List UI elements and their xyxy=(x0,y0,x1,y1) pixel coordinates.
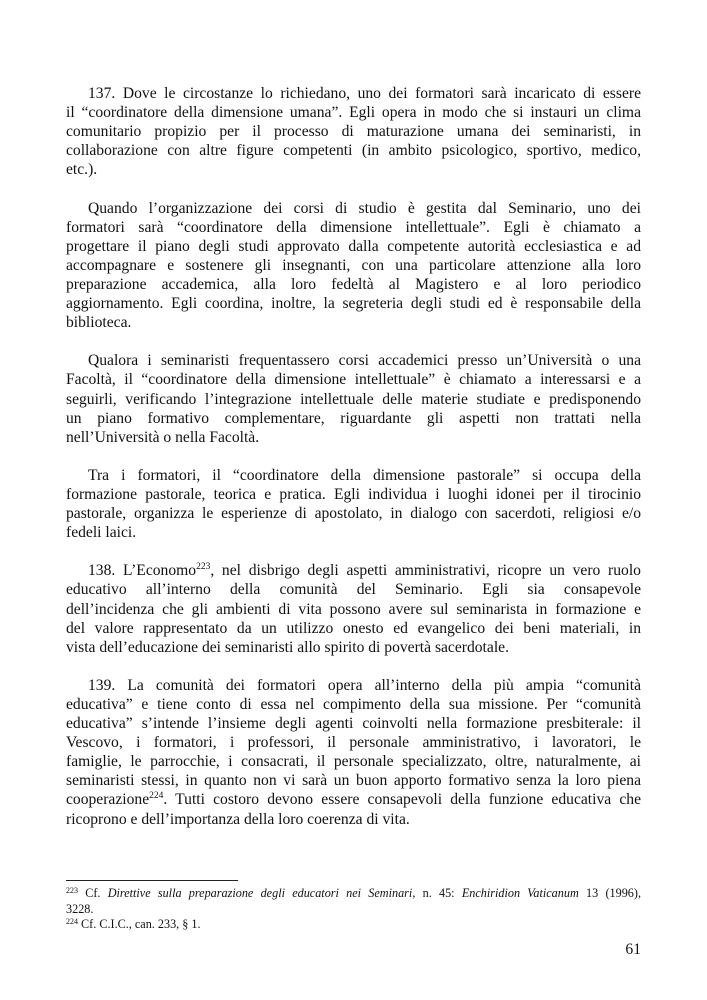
paragraph-138 xyxy=(66,561,641,656)
footnote-reference-224[interactable]: 224 xyxy=(149,791,164,802)
footnote-223 xyxy=(66,886,641,917)
footnote-line xyxy=(66,886,641,902)
paragraph-intellectual-coordinator xyxy=(66,199,641,333)
text-line: progettare il piano degli studi approvato dalla competente autorità ecclesiastica e ad xyxy=(66,237,641,255)
text-line: pastorale, organizza le esperienze di apostolato, in dialogo con sacerdoti, religiosi e/o xyxy=(66,505,641,523)
footnote-title: Enchiridion Vaticanum xyxy=(461,886,579,900)
text-line: un piano formativo complementare, riguardante gli aspetti non trattati nella xyxy=(66,409,641,427)
footnote-text: Cf. C.I.C., can. 233, § 1. xyxy=(78,917,201,931)
body-text xyxy=(66,84,641,829)
text-line: etc.). xyxy=(66,161,98,179)
paragraph-pastoral-coordinator xyxy=(66,466,641,542)
text-line: formazione pastorale, teorica e pratica. Egli individua i luoghi idonei per il tirocinio xyxy=(66,485,641,503)
text-line: famiglie, le parrocchie, i consacrati, il personale specializzato, oltre, naturalmente, ai xyxy=(66,753,641,771)
text-line: del valore rappresentato da un utilizzo onesto ed evangelico dei beni materiali, in xyxy=(66,619,641,637)
footnote-number: 224 xyxy=(66,917,78,926)
text-line: preparazione accademica, alla loro fedeltà al Magistero e al loro periodico xyxy=(66,275,641,293)
text-line: 137. Dove le circostanze lo richiedano, uno dei formatori sarà incaricato di essere xyxy=(88,85,641,102)
paragraph-137 xyxy=(66,84,641,179)
text-line: collaborazione con altre figure competenti (in ambito psicologico, sportivo, medico, xyxy=(66,142,641,160)
text-segment: cooperazione xyxy=(66,791,150,809)
text-segment: , nel disbrigo degli aspetti amministrativi, ricopre un vero ruolo xyxy=(210,562,641,580)
footnote-reference-223[interactable]: 223 xyxy=(196,562,211,573)
page-number: 61 xyxy=(625,941,641,958)
text-line: seguirli, verificando l’integrazione intellettuale delle materie studiate e predisponendo xyxy=(66,390,641,408)
footnote-title: Direttive sulla preparazione degli educatori nei Seminari xyxy=(107,886,413,900)
footnote-line: 3228. xyxy=(66,901,94,916)
text-line: seminaristi stessi, in quanto non vi sarà un buon apporto formativo senza la loro piena xyxy=(66,772,641,790)
text-line: educativa” s’intende l’insieme degli agenti coinvolti nella formazione presbiterale: il xyxy=(66,715,641,733)
text-line: educativa” e tiene conto di essa nel compimento della sua missione. Per “comunità xyxy=(66,696,641,713)
text-line: Quando l’organizzazione dei corsi di studio è gestita dal Seminario, uno dei xyxy=(88,199,641,217)
footnote-separator xyxy=(66,880,238,881)
text-line xyxy=(66,561,641,580)
text-line: Qualora i seminaristi frequentassero corsi accademici presso un’Università o una xyxy=(88,352,641,370)
footnote-text: 13 (1996), xyxy=(578,886,641,900)
footnote-224 xyxy=(66,917,641,933)
text-line: fedeli laici. xyxy=(66,524,137,542)
text-segment: . Tutti costoro devono essere consapevoli della funzione educativa che xyxy=(163,791,641,809)
paragraph-139 xyxy=(66,676,641,829)
text-line: educativo all’interno della comunità del Seminario. Egli sia consapevole xyxy=(66,581,641,599)
footnote-text: Cf. xyxy=(78,886,108,900)
text-line: nell’Università o nella Facoltà. xyxy=(66,428,260,446)
text-line: dell’incidenza che gli ambienti di vita possono avere sul seminarista in formazione e xyxy=(66,600,641,618)
footnote-text: , n. 45: xyxy=(412,886,462,900)
text-line: Vescovo, i formatori, i professori, il personale amministrativo, i lavoratori, le xyxy=(66,734,641,752)
footnote-number: 223 xyxy=(66,886,78,895)
text-line xyxy=(66,790,641,809)
text-line: formatori sarà “coordinatore della dimensione intellettuale”. Egli è chiamato a xyxy=(66,218,641,236)
text-line: biblioteca. xyxy=(66,314,132,332)
paragraph-university xyxy=(66,351,641,446)
text-line: aggiornamento. Egli coordina, inoltre, la segreteria degli studi ed è responsabile della xyxy=(66,295,641,313)
footnote-line xyxy=(66,917,641,933)
footnotes xyxy=(66,886,641,933)
text-segment: 138. L’Economo xyxy=(88,562,197,580)
text-line: ricoprono e dell’importanza della loro coerenza di vita. xyxy=(66,810,410,828)
text-line: comunitario propizio per il processo di maturazione umana dei seminaristi, in xyxy=(66,123,641,141)
text-line: Tra i formatori, il “coordinatore della dimensione pastorale” si occupa della xyxy=(88,466,641,484)
text-line: vista dell’educazione dei seminaristi allo spirito di povertà sacerdotale. xyxy=(66,638,509,656)
text-line: 139. La comunità dei formatori opera all’interno della più ampia “comunità xyxy=(88,676,641,694)
text-line: Facoltà, il “coordinatore della dimensione intellettuale” è chiamato a interessarsi e a xyxy=(66,371,641,389)
text-line: accompagnare e sostenere gli insegnanti, con una particolare attenzione alla loro xyxy=(66,256,641,274)
text-line: il “coordinatore della dimensione umana”. Egli opera in modo che si instauri un clima xyxy=(66,104,641,122)
